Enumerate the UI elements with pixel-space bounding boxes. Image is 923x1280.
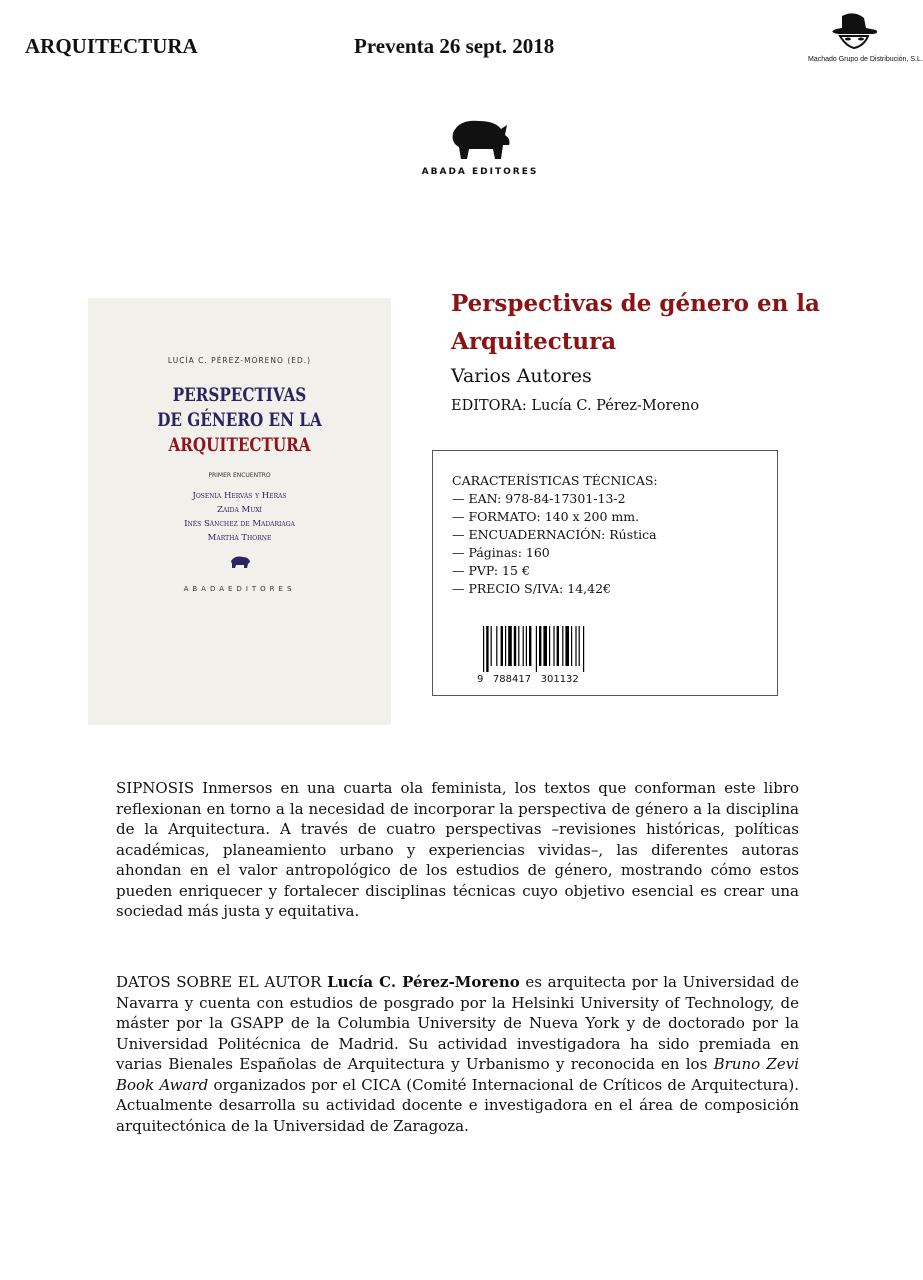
synopsis-paragraph bbox=[116, 778, 799, 922]
barcode-bar bbox=[491, 626, 492, 666]
author-name: Lucía C. Pérez-Moreno bbox=[327, 973, 520, 991]
barcode-bar bbox=[549, 626, 550, 666]
category-heading: ARQUITECTURA bbox=[25, 34, 198, 58]
cover-author: Martha Thorne bbox=[207, 533, 272, 543]
cover-title-line: DE GÉNERO EN LA bbox=[157, 409, 322, 431]
barcode-bar bbox=[518, 626, 519, 666]
barcode-bar bbox=[539, 626, 541, 666]
barcode-bar bbox=[508, 626, 512, 666]
award-name: Bruno Zevi Book Award bbox=[116, 1055, 800, 1094]
spec-line: — EAN: 978-84-17301-13-2 bbox=[452, 491, 626, 506]
barcode-bar bbox=[529, 626, 531, 666]
cover-publisher: ABADAEDITORES bbox=[183, 585, 296, 593]
distributor-logo bbox=[808, 12, 923, 63]
publisher-name: ABADA EDITORES bbox=[421, 167, 539, 177]
cover-author: Inés Sánchez de Madariaga bbox=[184, 519, 295, 529]
spec-line: — ENCUADERNACIÓN: Rústica bbox=[452, 527, 657, 542]
spec-line: — Páginas: 160 bbox=[452, 545, 550, 560]
technical-specs-box bbox=[432, 450, 778, 696]
book-authors: Varios Autores bbox=[451, 365, 592, 387]
barcode-bars bbox=[477, 626, 607, 672]
barcode-bar bbox=[575, 626, 576, 666]
barcode-bar bbox=[536, 626, 537, 672]
barcode-digits: 9 788417 301132 bbox=[477, 674, 579, 685]
author-bio-text: organizados por el CICA (Comité Internacional de Críticos de Arquitectura). Actualmente desarrolla su actividad docente e investigadora en el área de composición arquitectónica de la Universidad de Zaragoza. bbox=[116, 1075, 799, 1135]
author-bio-text: es arquitecta por la Universidad de Navarra y cuenta con estudios de posgrado por la Helsinki University of Technology, de máster por la GSAPP de la Columbia University de Nueva York y de doctorado por la Universidad Politécnica de Madrid. Su actividad investigadora ha sido premiada en varias Bienales Españolas de Arquitectura y Urbanismo y reconocida en los bbox=[116, 973, 800, 1073]
spec-line: — PRECIO S/IVA: 14,42€ bbox=[452, 581, 611, 596]
barcode-bar bbox=[514, 626, 516, 666]
cover-title-line: PERSPECTIVAS bbox=[172, 384, 307, 406]
book-title: Perspectivas de género en la Arquitectura bbox=[451, 290, 820, 355]
cover-editor: LUCÍA C. PÉREZ-MORENO (ED.) bbox=[167, 356, 312, 365]
barcode-bar bbox=[496, 626, 497, 666]
barcode-bar bbox=[543, 626, 547, 666]
barcode-bar bbox=[579, 626, 580, 666]
barcode-bar bbox=[483, 626, 484, 672]
synopsis-text: Inmersos en una cuarta ola feminista, los textos que conforman este libro reflexionan en torno a la necesidad de incorporar la perspectiva de género a la disciplina de la Arquitectura. A través de cuatro perspectivas –revisiones históricas, políticas académicas, planeamiento urbano y experiencias vividas–, las diferentes autoras ahondan en el valor antropológico de los estudios de género, mostrando cómo estos pueden enriquecer y fortalecer disciplinas técnicas cuyo objetivo esencial es crear una sociedad más justa y equitativa. bbox=[116, 779, 799, 920]
book-editor: EDITORA: Lucía C. Pérez-Moreno bbox=[451, 398, 700, 414]
synopsis-label: SIPNOSIS bbox=[116, 779, 195, 797]
cover-subtitle: PRIMER ENCUENTRO bbox=[208, 472, 271, 479]
barcode-bar bbox=[565, 626, 569, 666]
cover-author: Josenia Hervás y Heras bbox=[192, 491, 287, 501]
author-bio-label: DATOS SOBRE EL AUTOR bbox=[116, 973, 328, 991]
barcode-bar bbox=[523, 626, 524, 666]
barcode-bar bbox=[501, 626, 503, 666]
barcode-bar bbox=[562, 626, 563, 666]
man-with-hat-icon bbox=[824, 12, 884, 50]
barcode-bar bbox=[583, 626, 584, 672]
book-cover bbox=[88, 298, 391, 725]
barcode-bar bbox=[557, 626, 559, 666]
publisher-logo bbox=[420, 115, 540, 177]
distributor-name: Machado Grupo de Distribución, S.L. bbox=[808, 56, 923, 63]
barcode-bar bbox=[553, 626, 554, 666]
author-bio-paragraph bbox=[116, 972, 799, 1136]
hippo-icon bbox=[229, 555, 251, 569]
barcode-bar bbox=[526, 626, 527, 666]
presale-date: Preventa 26 sept. 2018 bbox=[354, 34, 555, 58]
cover-title-line: ARQUITECTURA bbox=[168, 434, 311, 456]
rhino-icon bbox=[445, 115, 515, 163]
barcode-bar bbox=[486, 626, 488, 672]
cover-author: Zaida Muxí bbox=[217, 505, 262, 515]
spec-line: — PVP: 15 € bbox=[452, 563, 530, 578]
barcode-bar bbox=[505, 626, 506, 666]
spec-line: CARACTERÍSTICAS TÉCNICAS: bbox=[452, 473, 658, 488]
barcode-bar bbox=[571, 626, 572, 666]
barcode bbox=[477, 626, 607, 686]
spec-line: — FORMATO: 140 x 200 mm. bbox=[452, 509, 640, 524]
